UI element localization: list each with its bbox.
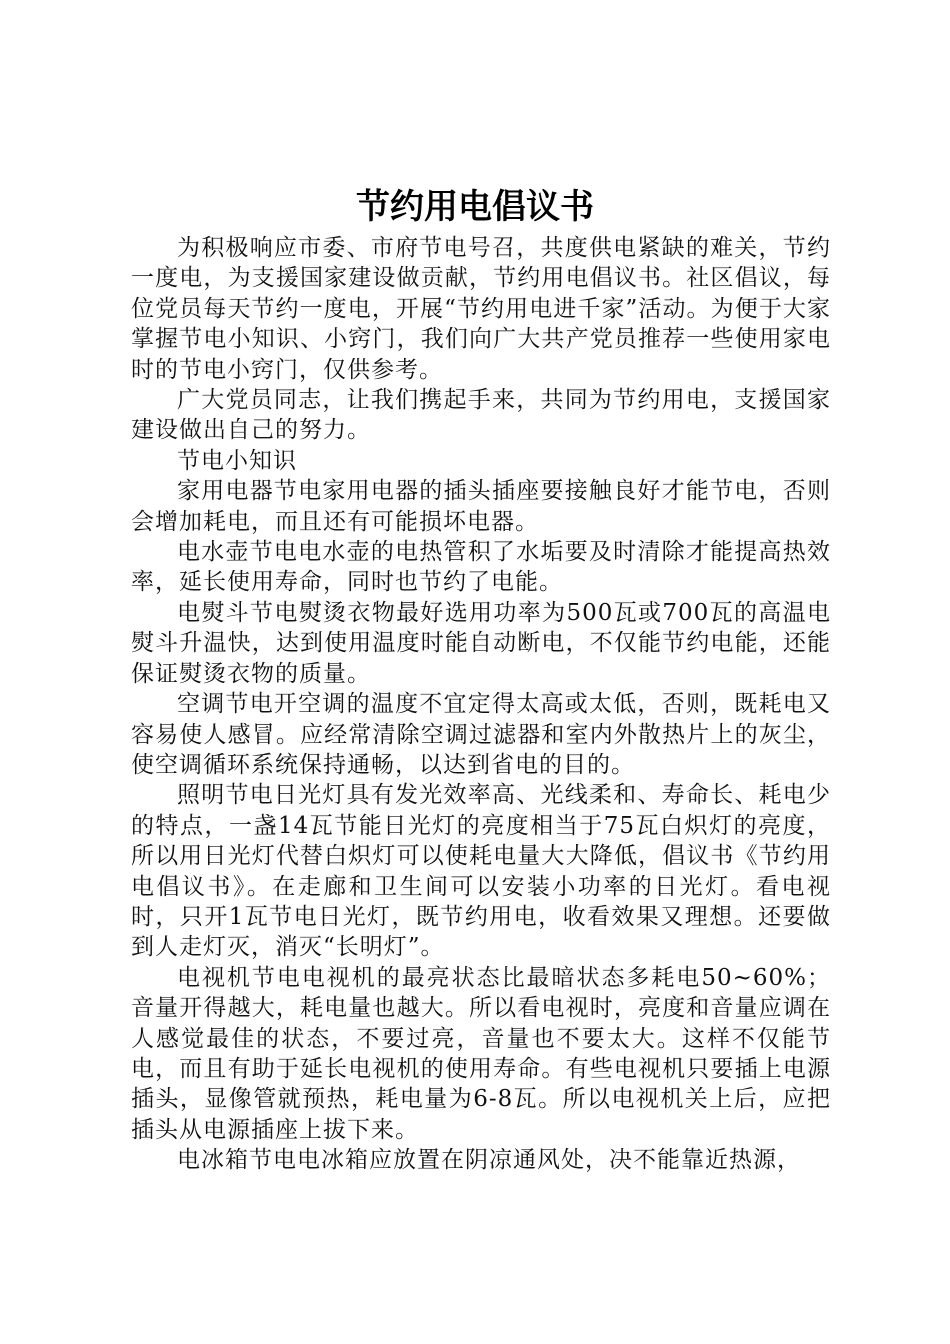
paragraph-television: 电视机节电电视机的最亮状态比最暗状态多耗电50~60%；音量开得越大，耗电量也越大。所以看电视时，亮度和音量应调在人感觉最佳的状态，不要过亮，音量也不要太大。这样不仅能节电，而且有助于延长电视机的使用寿命。有些电视机只要插上电源插头，显像管就预热，耗电量为6-8瓦。所以电视机关上后，应把插头从电源插座上拔下来。	[131, 964, 831, 1143]
paragraph-lighting: 照明节电日光灯具有发光效率高、光线柔和、寿命长、耗电少的特点，一盏14瓦节能日光灯的亮度相当于75瓦白炽灯的亮度，所以用日光灯代替白炽灯可以使耗电量大大降低，倡议书《节约用电倡议书》。在走廊和卫生间可以安装小功率的日光灯。看电视时，只开1瓦节电日光灯，既节约用电，收看效果又理想。还要做到人走灯灭，消灭“长明灯”。	[131, 782, 831, 961]
document-body	[131, 233, 831, 1176]
document-title: 节约用电倡议书	[356, 187, 594, 227]
paragraph-appeal: 广大党员同志，让我们携起手来，共同为节约用电，支援国家建设做出自己的努力。	[131, 387, 831, 444]
paragraph-appliance-plugs: 家用电器节电家用电器的插头插座要接触良好才能节电，否则会增加耗电，而且还有可能损坏电器。	[131, 478, 831, 535]
paragraph-kettle: 电水壶节电电水壶的电热管积了水垢要及时清除才能提高热效率，延长使用寿命，同时也节约了电能。	[131, 539, 831, 596]
paragraph-intro: 为积极响应市委、市府节电号召，共度供电紧缺的难关，节约一度电，为支援国家建设做贡献，节约用电倡议书。社区倡议，每位党员每天节约一度电，开展“节约用电进千家”活动。为便于大家掌握节电小知识、小窍门，我们向广大共产党员推荐一些使用家电时的节电小窍门，仅供参考。	[131, 235, 831, 383]
paragraph-refrigerator: 电冰箱节电电冰箱应放置在阴凉通风处，决不能靠近热源，	[177, 1147, 801, 1174]
section-heading-tips: 节电小知识	[177, 447, 297, 474]
paragraph-iron: 电熨斗节电熨烫衣物最好选用功率为500瓦或700瓦的高温电熨斗升温快，达到使用温度时能自动断电，不仅能节约电能，还能保证熨烫衣物的质量。	[131, 599, 831, 687]
paragraph-air-conditioner: 空调节电开空调的温度不宜定得太高或太低，否则，既耗电又容易使人感冒。应经常清除空调过滤器和室内外散热片上的灰尘，使空调循环系统保持通畅，以达到省电的目的。	[131, 691, 831, 778]
